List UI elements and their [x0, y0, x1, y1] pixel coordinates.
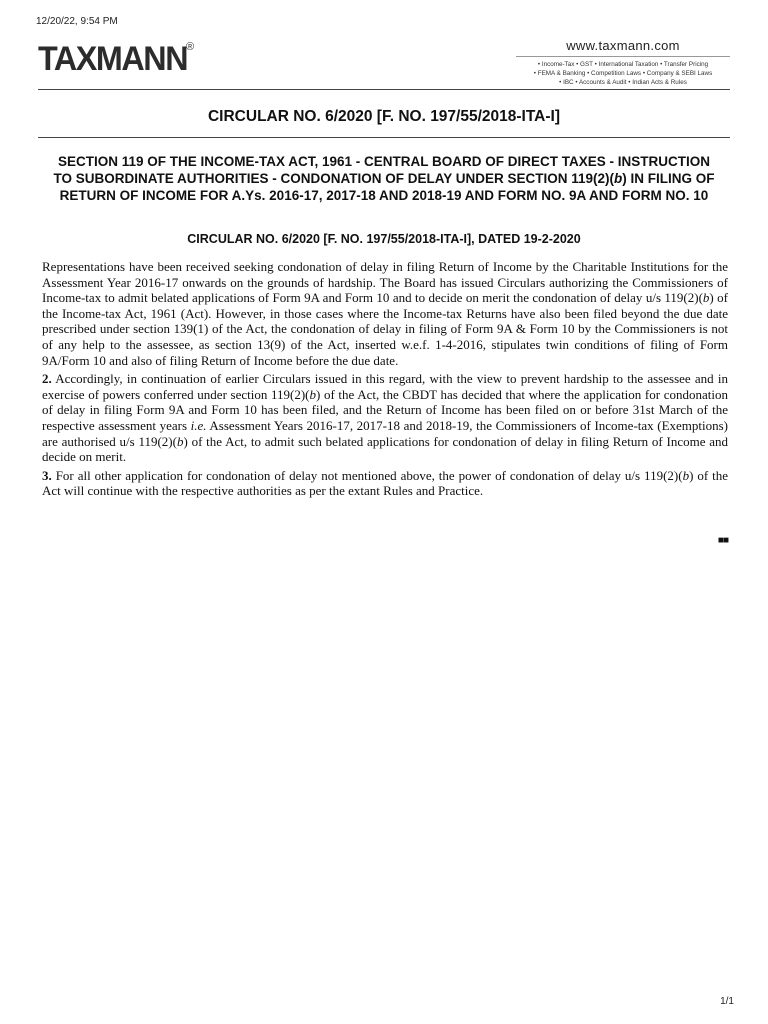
- paragraph-3-text-c: ) of the Act will continue with the respective authorities as per the extant Rules and Practice.: [42, 467, 728, 499]
- paragraph-1-italic-b: b: [702, 290, 710, 306]
- paragraph-2-text-c: ) of the Act, the CBDT has decided that where the application for condonation of delay in filing Form 9A and Form 10 has been filed, and the Return of Income has been filed on or before 31st March of the respective assessment years: [42, 386, 728, 433]
- services-line-2: • FEMA & Banking • Competition Laws • Company & SEBI Laws: [533, 70, 713, 77]
- subject-italic-b: b: [614, 171, 623, 186]
- circular-title: CIRCULAR NO. 6/2020 [F. NO. 197/55/2018-ITA-I]: [207, 108, 560, 125]
- paragraph-2-text-f: ) of the Act, to admit such belated applications for condonation of delay in filing Return of Income and decide on merit.: [42, 433, 728, 465]
- paragraph-2: [42, 371, 728, 465]
- paragraph-2-italic-b: b: [309, 386, 316, 402]
- paragraph-1-text-a: Representations have been received seeking condonation of delay in filing Return of Income by the Charitable Institutions for the Assessment Year 2016-17 onwards on the grounds of hardship. The Board has issued Circulars authorizing the Commissioners of Income-tax to admit belated applications of Form 9A and Form 10 and to decide on merit the condonation of delay u/s 119(2)(: [42, 259, 728, 306]
- paragraph-3-number: 3.: [42, 467, 52, 483]
- subject-text-1: SECTION 119 OF THE INCOME-TAX ACT, 1961 - CENTRAL BOARD OF DIRECT TAXES - INSTRUCTION TO SUBORDINATE AUTHORITIES - CONDONATION OF DELAY UNDER SECTION 119(2)(: [53, 154, 711, 186]
- reference-line: CIRCULAR NO. 6/2020 [F. NO. 197/55/2018-ITA-I], DATED 19-2-2020: [187, 232, 581, 246]
- site-url: www.taxmann.com: [516, 38, 730, 57]
- paragraph-2-italic-ie: i.e.: [190, 417, 207, 433]
- page-header: [38, 38, 730, 88]
- paragraph-2-italic-b2: b: [176, 433, 184, 449]
- circular-subject: [50, 153, 718, 204]
- paragraph-3: [42, 468, 728, 499]
- paragraph-2-text-d: Assessment Years 2016-17, 2017-18 and 2018-19, the Commissioners of Income-tax (Exemptions) are authorised u/s 119(2)(: [42, 417, 729, 449]
- circular-body: [42, 259, 728, 502]
- print-timestamp: 12/20/22, 9:54 PM: [36, 16, 118, 27]
- paragraph-1: [42, 259, 728, 368]
- header-divider: [38, 89, 730, 90]
- paragraph-3-italic-b: b: [682, 467, 690, 483]
- paragraph-1-text-c: ) of the Income-tax Act, 1961 (Act). However, in those cases where the Income-tax Returns have also been filed beyond the due date prescribed under section 139(1) of the Act, the condonation of delay in filing of Form 9A & Form 10 by the Commissioners is not of any help to the assessee, as section 13(9) of the Act, inserted w.e.f. 1-4-2016, stipulates twin conditions of filing of Form 9A/Form 10 and also of filing Return of Income before the due date.: [42, 290, 728, 368]
- taxmann-logo: TAXMANN: [38, 40, 188, 78]
- header-contact-block: [516, 38, 730, 87]
- subject-text-2: ) IN FILING OF RETURN OF INCOME FOR A.Ys. 2016-17, 2017-18 AND 2018-19 AND FORM NO. 9A AND FORM NO. 10: [59, 171, 715, 203]
- page-number: 1/1: [720, 996, 734, 1007]
- registered-mark: ®: [186, 41, 195, 53]
- services-line-3: • IBC • Accounts & Audit • Indian Acts & Rules: [559, 79, 687, 86]
- end-of-document-mark: ■■: [717, 535, 728, 546]
- paragraph-2-number: 2.: [42, 371, 52, 387]
- paragraph-2-text-a: Accordingly, in continuation of earlier Circulars issued in this regard, with the view to prevent hardship to the assessee and in exercise of powers conferred under section 119(2)(: [42, 371, 728, 402]
- paragraph-3-text-a: For all other application for condonation of delay not mentioned above, the power of condonation of delay u/s 119(2)(: [51, 467, 683, 483]
- services-line-1: • Income-Tax • GST • International Taxation • Transfer Pricing: [537, 61, 709, 68]
- title-divider: [38, 137, 730, 138]
